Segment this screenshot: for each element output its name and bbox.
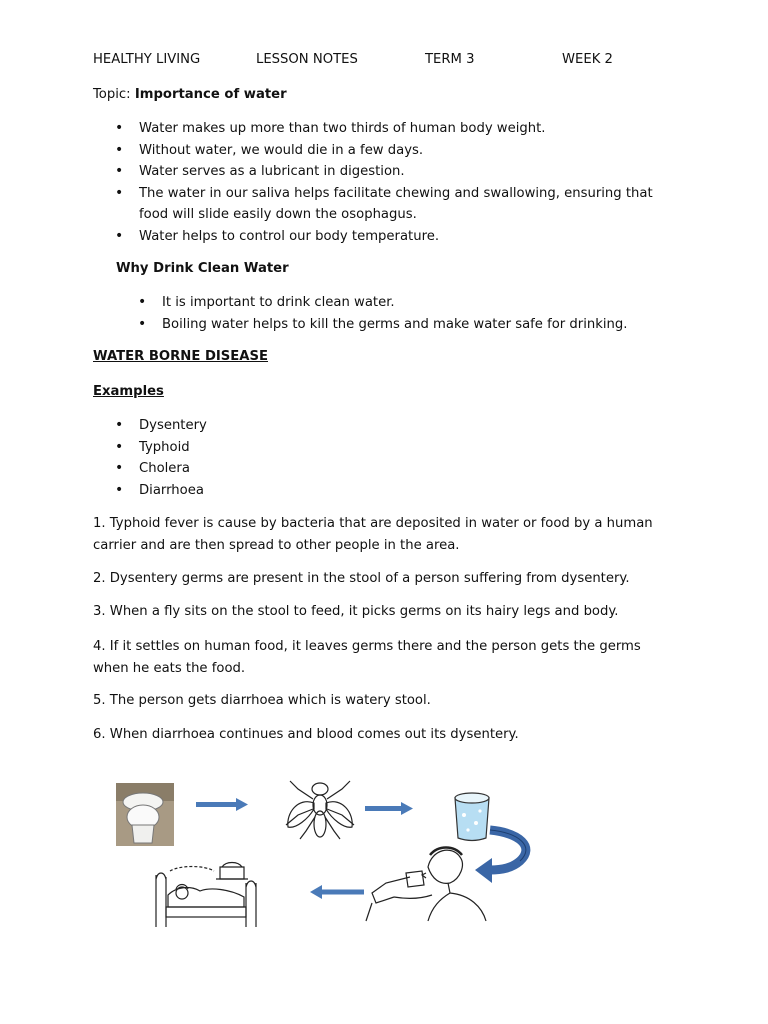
list-item: • Boiling water helps to kill the germs and make water safe for drinking. <box>138 314 678 336</box>
list-item: • Without water, we would die in a few days. <box>115 140 665 162</box>
header-subject: HEALTHY LIVING <box>93 52 201 67</box>
water-glass-icon <box>455 793 489 841</box>
list-item: • Diarrhoea <box>115 480 415 502</box>
disease-heading: WATER BORNE DISEASE <box>93 349 269 364</box>
numbered-point: 1. Typhoid fever is cause by bacteria that are deposited in water or food by a human carrier and are then spread to other people in the area. <box>93 516 653 553</box>
disease-cycle-illustration <box>110 775 570 940</box>
page-header <box>93 52 653 70</box>
numbered-point: 3. When a fly sits on the stool to feed, it picks germs on its hairy legs and body. <box>93 604 619 619</box>
header-week: WEEK 2 <box>562 52 613 67</box>
list-item: • Cholera <box>115 458 415 480</box>
numbered-point: 4. If it settles on human food, it leaves germs there and the person gets the germs when he eats the food. <box>93 639 641 676</box>
numbered-point: 6. When diarrhoea continues and blood comes out its dysentery. <box>93 727 519 742</box>
header-term: TERM 3 <box>425 52 475 67</box>
list-item: • Typhoid <box>115 437 415 459</box>
topic-label: Topic: <box>93 87 131 102</box>
examples-list <box>115 415 415 501</box>
list-item: • The water in our saliva helps facilitate chewing and swallowing, ensuring that food will slide easily down the osophagus. <box>115 183 665 226</box>
list-item: • Water serves as a lubricant in digestion. <box>115 161 665 183</box>
list-item: • It is important to drink clean water. <box>138 292 678 314</box>
sick-in-bed-icon <box>156 863 256 928</box>
person-drinking-icon <box>366 848 486 922</box>
arrow-right-icon <box>365 802 413 815</box>
arrow-left-icon <box>310 885 364 899</box>
list-item: • Water helps to control our body temperature. <box>115 226 665 248</box>
importance-list <box>115 118 665 247</box>
clean-water-list <box>138 292 678 335</box>
header-notes: LESSON NOTES <box>256 52 358 67</box>
examples-heading: Examples <box>93 384 164 399</box>
clean-water-heading: Why Drink Clean Water <box>116 261 289 276</box>
list-item: • Water makes up more than two thirds of human body weight. <box>115 118 665 140</box>
topic-title: Importance of water <box>134 87 287 102</box>
topic-line <box>93 87 287 102</box>
numbered-point: 2. Dysentery germs are present in the stool of a person suffering from dysentery. <box>93 571 630 586</box>
numbered-point: 5. The person gets diarrhoea which is watery stool. <box>93 693 431 708</box>
toilet-icon <box>116 783 174 846</box>
fly-icon <box>286 781 354 839</box>
arrow-right-icon <box>196 798 248 811</box>
list-item: • Dysentery <box>115 415 415 437</box>
